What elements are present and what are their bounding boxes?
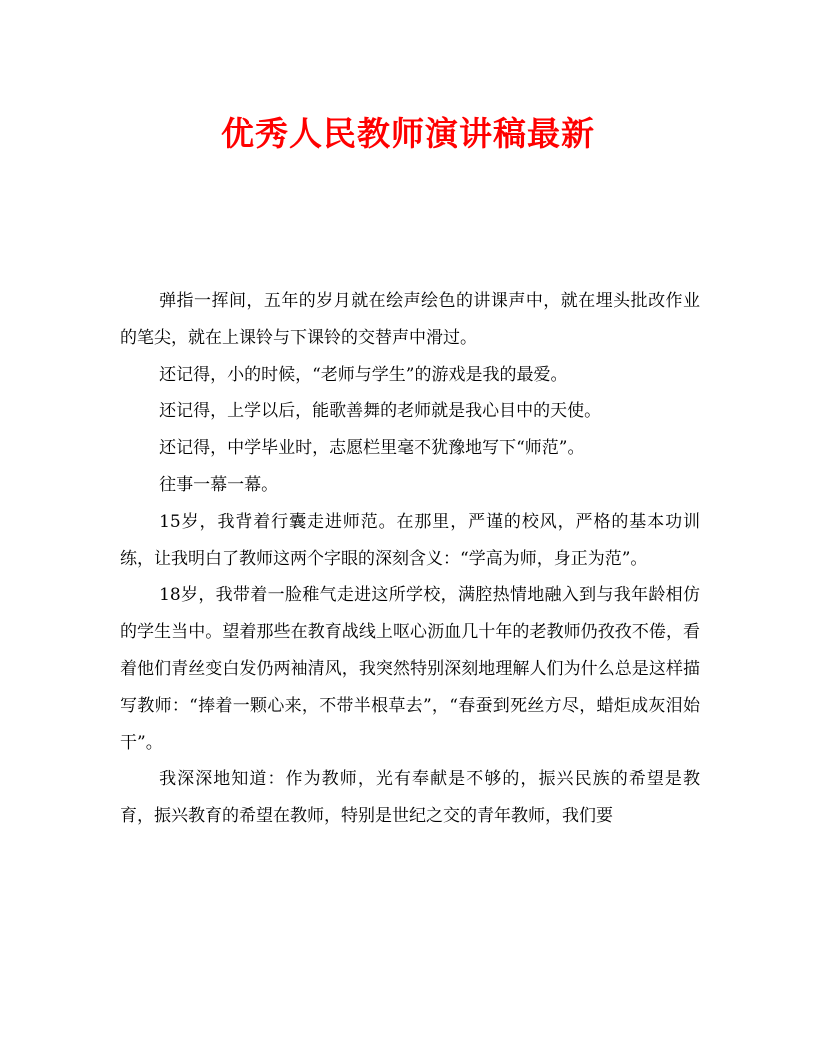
document-body [120, 283, 700, 835]
paragraph: 18岁，我带着一脸稚气走进这所学校，满腔热情地融入到与我年龄相仿的学生当中。望着那些在教育战线上呕心沥血几十年的老教师仍孜孜不倦，看着他们青丝变白发仍两袖清风，我突然特别深刻地理解人们为什么总是这样描写教师：“捧着一颗心来，不带半根草去”，“春蚕到死丝方尽，蜡炬成灰泪始干”。 [120, 585, 700, 753]
document-title: 优秀人民教师演讲稿最新 [221, 114, 595, 153]
paragraph: 弹指一挥间，五年的岁月就在绘声绘色的讲课声中，就在埋头批改作业的笔尖，就在上课铃与下课铃的交替声中滑过。 [120, 291, 700, 348]
paragraph: 我深深地知道：作为教师，光有奉献是不够的，振兴民族的希望是教育，振兴教育的希望在教师，特别是世纪之交的青年教师，我们要 [120, 769, 700, 827]
paragraph: 还记得，中学毕业时，志愿栏里毫不犹豫地写下“师范”。 [159, 438, 585, 459]
paragraph: 15岁，我背着行囊走进师范。在那里，严谨的校风，严格的基本功训练，让我明白了教师这两个字眼的深刻含义：“学高为师，身正为范”。 [120, 511, 700, 569]
paragraph: 往事一幕一幕。 [159, 474, 279, 495]
paragraph: 还记得，小的时候，“老师与学生”的游戏是我的最爱。 [159, 364, 568, 385]
paragraph: 还记得，上学以后，能歌善舞的老师就是我心目中的天使。 [159, 401, 602, 422]
